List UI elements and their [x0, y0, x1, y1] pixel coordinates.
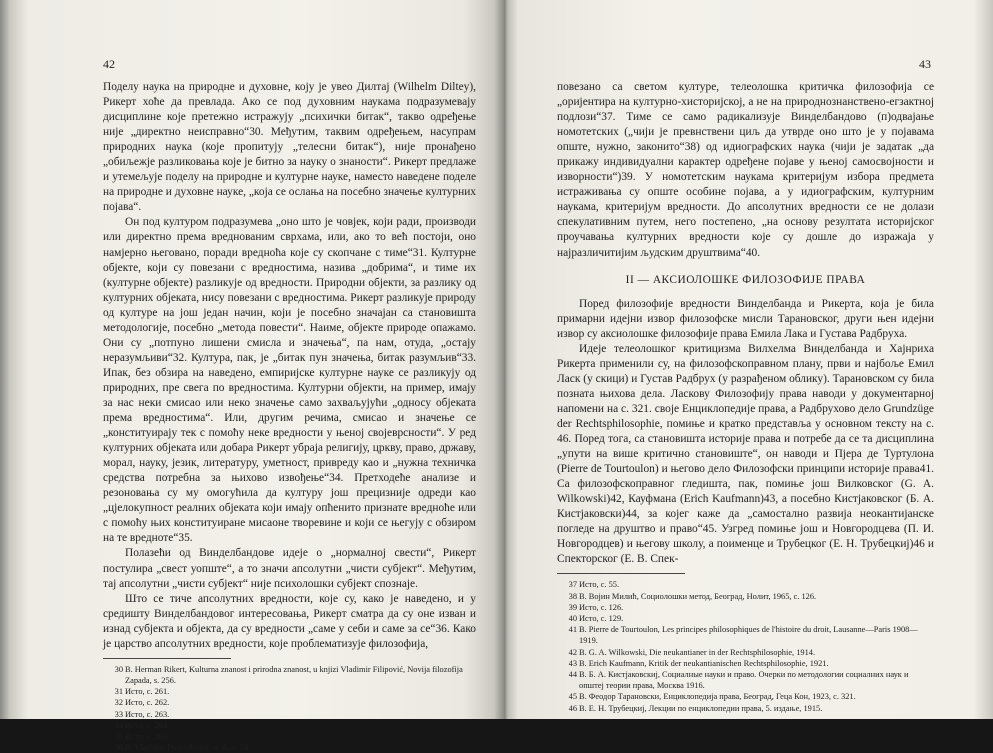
footnote-text: B. Erich Kaufmann, Kritik der neukantianischen Rechtsphilosophie, 1921.	[579, 658, 829, 668]
footnote-text: B. G. A. Wilkowski, Die neukantianer in der Rechtsphilosophie, 1914.	[579, 647, 816, 657]
section-heading: II — АКСИОЛОШКЕ ФИЛОЗОФИЈЕ ПРАВА	[625, 273, 866, 286]
footnote	[103, 709, 476, 720]
footnote	[557, 647, 934, 658]
footnote-divider	[557, 573, 685, 574]
footnote-number: 39	[568, 602, 577, 612]
right-page-body	[557, 80, 934, 714]
footnote-number: 34	[114, 720, 123, 730]
footnote-number: 44	[568, 670, 577, 680]
footnote-number: 40	[568, 614, 577, 624]
footnote	[103, 686, 476, 697]
footnote-number: 41	[568, 625, 577, 635]
footnote-number: 46	[568, 703, 577, 713]
footnote	[103, 731, 476, 742]
footnote-text: Исто, с. 264.	[125, 720, 170, 730]
footnote-number: 31	[114, 687, 123, 697]
right-page	[504, 0, 993, 719]
footnote-text: Исто, с. 262.	[125, 698, 170, 708]
body-paragraph: Поред филозофије вредности Винделбанда и Рикерта, која је била примарни идејни извор филозофске мисли Тарановског, други њен идејни извор су аксиолошке филозофије права Емила Лака и Густава Радбруха.	[557, 297, 934, 340]
footnote-text: B. Herman Rikert, Kulturna znanost i prirodna znanost, u knjizi Vladimir Filipović, Novija filozofija Zapada, s. 256.	[125, 664, 465, 685]
footnote-text: Исто, с. 126.	[579, 602, 624, 612]
footnote	[557, 602, 934, 613]
footnote-text: B. Б. А. Кистјаковскиј, Социалные науки и право. Очерки по методологии социалних наук и општеј теории права, Москва 1916.	[579, 670, 911, 691]
footnote-text: B. Vladimir Dvorniković, n. d., s. 54.	[125, 743, 251, 753]
footnote	[557, 624, 934, 646]
footnote	[557, 658, 934, 669]
footnote	[103, 664, 476, 686]
footnote-number: 30	[114, 664, 123, 674]
page-number: 43	[919, 57, 931, 71]
footnote-number: 35	[114, 732, 123, 741]
footnote	[557, 669, 934, 691]
footnote-number: 43	[568, 658, 577, 668]
footnote	[557, 691, 934, 702]
footnote-number: 45	[568, 692, 577, 702]
footnote-text: Исто, с. 263.	[125, 709, 170, 719]
body-paragraph: повезано са светом културе, телеолошка критичка филозофија се „оријентира на културно-хисторијској, а не на природнознанствено-егзактној подлози“37. Тиме се само радикализује Винделбандово (п)одвајање номотетских („чији је превнствени циљ да утврде оно што је у појавама опште, нужно, законито“38) од идиографских наука (чији је задатак „да прикажу индивидуални карактер одређене појаве у њеној самосвојности и изворности“)39. У номотетским наукама критеријум избора предмета истраживања су опште особине појава, а у идиографским, културним наукама, критеријум вредности. До апсолутних вредности се не долази спекулативним путем, него постепено, „на основу резултата историјског проучавања културних вредности које су дошле до изражаја у најразличитијим људским друштвима“40.	[557, 81, 934, 259]
body-paragraph: Полазећи од Винделбандове идеје о „нормалној свести“, Рикерт постулира „свест уопште“, а то значи апсолутни „чисти субјект“. Међутим, тај апсолутни „чисти субјект“ није психолошки субјект спознаје.	[103, 547, 476, 590]
footnote-text: Исто, с. 129.	[579, 614, 624, 624]
footnote	[557, 579, 934, 590]
footnote	[103, 742, 476, 753]
footnote-text: B. Pierre de Tourtoulon, Les principes philosophiques de l'histoire du droit, Lausanne—Paris 1908—1919.	[579, 625, 918, 646]
footnote-text: Исто, с. 55.	[579, 580, 620, 590]
footnote-text: В. Феодор Тарановски, Енциклопедија права, Београд, Геца Кон, 1923, с. 321.	[579, 692, 856, 702]
footnote	[103, 697, 476, 708]
body-paragraph: Идеје телеолошког критицизма Вилхелма Винделбанда и Хајнриха Рикерта применили су, на филозофскоправном плану, први и најбоље Емил Ласк (у скици) и Густав Радбрух (у разрађеном облику). Тарановском су била позната њихова дела. Ласкову Филозофију права наводи у документарној напомени на с. 321. своје Енциклопедије права, а Радбрухово дело Grundzüge der Rechtsphilosophie, помиње и кратко представља у основном тексту на с. 46. Поред тога, са становишта историје права и потребе да се та дисциплина „упути на више критично становиште“, он наводи и Пјера де Туртулона (Pierre de Tourtoulon) и његово дело Филозофски принципи историје права41. Са филозофскоправног гледишта, пак, помиње још Вилковског (G. A. Wilkowski)42, Кауфмана (Erich Kaufmann)43, а посебно Кистјаковског (Б. А. Кистјаковски)44, за којег каже да „самостално развија неокантијанске погледе на друштво и право“45. Узгред помиње још и Новгородцева (П. И. Новгородцев) и његову школу, а поименце и Трубецког (Е. Н. Трубецкиј)46 и Спекторског (Е. В. Спек-	[557, 342, 934, 566]
footnote	[557, 613, 934, 624]
body-paragraph: Поделу наука на природне и духовне, коју је увео Дилтај (Wilhelm Diltey), Рикерт хоће да превлада. Ако се под духовним наукама подразумевају дисциплине које претежно истражују „психички битак“, такво одређење није „директно неисправно“30. Међутим, таквим одређењем, насупрам природних наука (које пропитују „телесни битак“), није пронађено „обиљежје разликовања које је битно за науку о знаности“. Рикерт предлаже и утемељује поделу на природне и културне науке, наместо наведене поделе на природне и духовне науке, „која се ослања на посебно значење културних појава“.	[103, 81, 476, 214]
footnote	[557, 703, 934, 714]
footnote-text: Исто, с. 261.	[125, 687, 170, 697]
footnote-number: 37	[568, 580, 577, 590]
footnote-number: 36	[114, 743, 123, 753]
footnote-text: Исто, с. 269.	[125, 732, 170, 741]
footnote	[557, 591, 934, 602]
footnotes	[557, 579, 934, 713]
body-paragraph: Што се тиче апсолутних вредности, које су, како је наведено, и у средишту Винделбандовог интересовања, Рикерт сматра да су оне изван и изнад субјекта и објекта, да су вредности „саме у себи и саме за се“36. Како је царство апсолутних вредности, које проблематизује филозофија,	[103, 592, 476, 650]
footnote-text: В. Е. Н. Трубецкиј, Лекции по енциклопедии права, 5. издање, 1915.	[579, 703, 823, 713]
footnote-number: 32	[114, 698, 123, 708]
footnotes	[103, 664, 476, 753]
body-paragraph: Он под културом подразумева „оно што је човјек, који ради, производи или директно према вреднованим сврхама, или, ако то већ постоји, оно намјерно његовано, поради вредноћа које су скопчане с тиме“31. Културне објекте, који су повезани с вредностима, назива „добрима“, и тиме их (културне објекте) разликује од вредности. Природни објекти, за разлику од културних објеката, нису повезани с вредностима. Рикерт разликује природу од културе на још један начин, који је посебно значајан са становишта методологије, посебно „метода повести“. Наиме, објекте природе опажамо. Они су „потпуно лишени смисла и значења“, па нам, отуда, „остају неразумљиви“32. Култура, пак, је „битак пун значења, битак разумљив“33. Ипак, без обзира на наведено, емпиријске културне науке се разликују од природних, пре свега по вредностима. Културни објекти, на пример, имају за нас неки смисао или неко значење само захваљујући „односу објеката према вредностима“. Или, другим речима, смисао и значење се „конституирају тек с помоћу неке вредности у њеној својеврсности“. У ред културних објеката или добара Рикерт убраја религију, цркву, право, државу, морал, науку, језик, литературу, уметност, привреду као и „нужна техничка средства потребна за њихово извођење“34. Претходеће анализе и резоновања су му омогућила да културу још прецизније одреди као „цјелокупност реалних објеката који имају опћенито признате вредноће или с помоћу њих конституиране мисаоне творевине и који се његују с обзиром на те вредноте“35.	[103, 216, 476, 545]
footnote-number: 33	[114, 709, 123, 719]
page-number: 42	[103, 57, 115, 71]
footnote-number: 38	[568, 591, 577, 601]
footnote	[103, 720, 476, 731]
footnote-text: В. Војин Милић, Социолошки метод, Београд, Нолит, 1965, с. 126.	[579, 591, 817, 601]
footnote-number: 42	[568, 647, 577, 657]
left-page-body	[103, 80, 476, 753]
footnote-divider	[103, 658, 231, 659]
